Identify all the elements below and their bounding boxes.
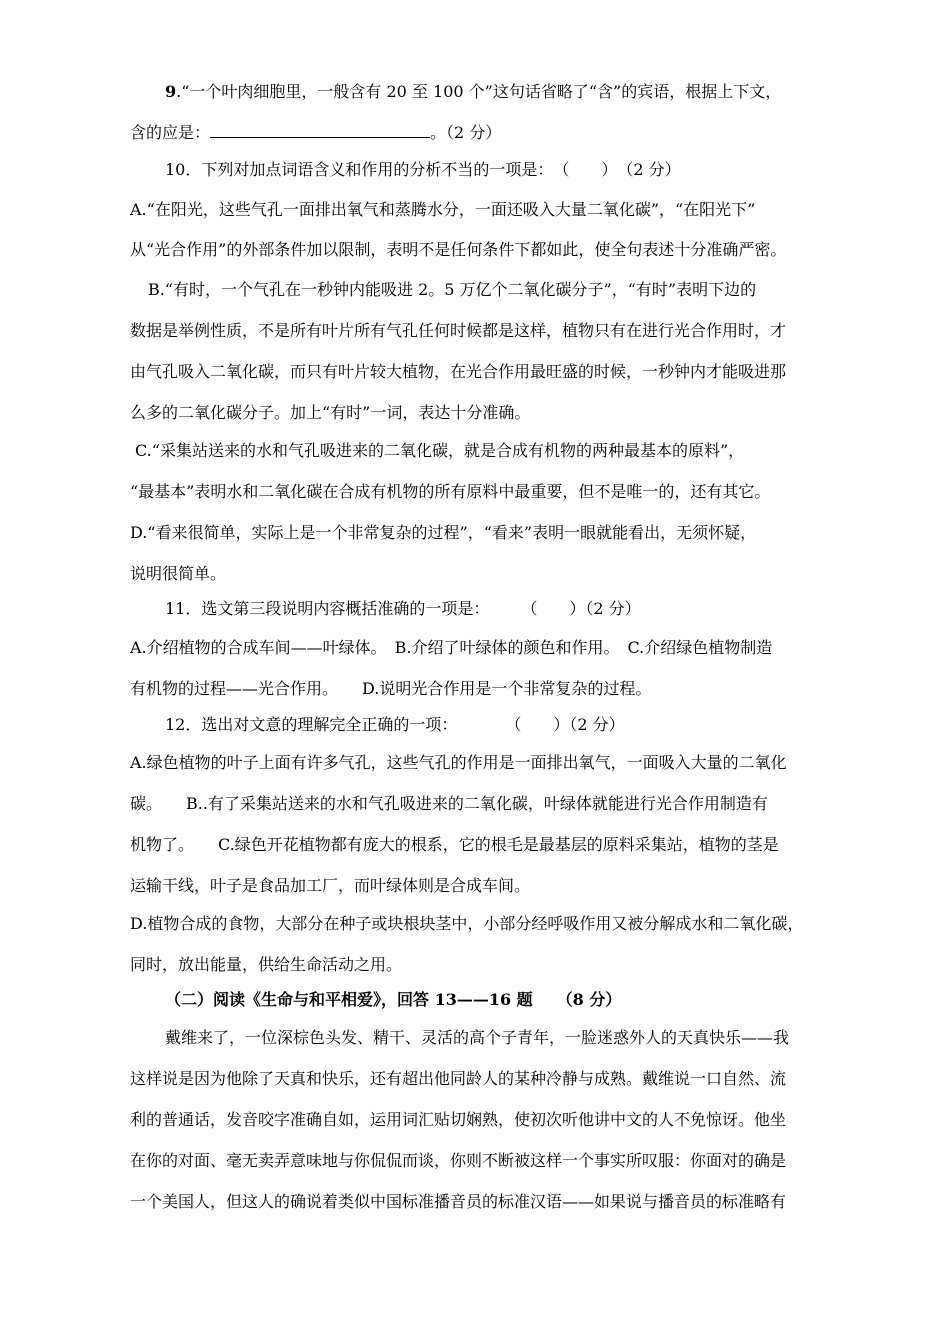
q10-option-c-line-2: “最基本”表明水和二氧化碳在合成有机物的所有原料中最重要，但不是唯一的，还有其它。 [130,482,771,501]
q9-text: .“一个叶肉细胞里，一般含有 20 至 100 个”这句话省略了“含”的宾语，根据上下文， [176,82,782,101]
q12-options-line-6: 同时，放出能量，供给生命活动之用。 [130,955,403,974]
q11-options-line-1: A.介绍植物的合成车间——叶绿体。 B.介绍了叶绿体的颜色和作用。 C.介绍绿色植物制造 [130,638,773,657]
q10-stem: 10．下列对加点词语含义和作用的分析不当的一项是： （ ） （2 分） [165,160,681,179]
passage-line-5: 一个美国人，但这人的确说着类似中国标准播音员的标准汉语——如果说与播音员的标准略有 [130,1192,787,1211]
q12-options-line-3: 机物了。 C.绿色开花植物都有庞大的根系，它的根毛是最基层的原料采集站，植物的茎是 [130,835,779,854]
q12-options-line-2: 碳。 B..有了采集站送来的水和气孔吸进来的二氧化碳，叶绿体就能进行光合作用制造有 [130,794,768,813]
q12-options-line-4: 运输干线，叶子是食品加工厂，而叶绿体则是合成车间。 [130,876,531,895]
q10-option-b-line-2: 数据是举例性质，不是所有叶片所有气孔任何时候都是这样，植物只有在进行光合作用时，才 [130,321,787,340]
q9-line-1 [165,84,781,100]
q12-stem: 12．选出对文意的理解完全正确的一项： （ ）（2 分） [165,715,625,734]
q11-stem: 11．选文第三段说明内容概括准确的一项是： （ ）（2 分） [165,599,641,618]
q9-answer-prefix: 含的应是： [130,123,211,142]
q9-line-2 [130,125,501,141]
passage-line-1: 戴维来了，一位深棕色头发、精干、灵活的高个子青年，一脸迷惑外人的天真快乐——我 [165,1028,790,1047]
q9-number: 9 [165,82,177,101]
q10-option-a-line-2: 从“光合作用”的外部条件加以限制，表明不是任何条件下都如此，使全句表述十分准确严密。 [130,240,787,259]
q10-option-b-line-1: B.“有时，一个气孔在一秒钟内能吸进 2。5 万亿个二氧化碳分子”，“有时”表明下边的 [148,280,757,299]
q10-option-a-line-1: A.“在阳光，这些气孔一面排出氧气和蒸腾水分，一面还吸入大量二氧化碳”，“在阳光下” [130,200,756,219]
q10-option-c-line-1: C.“采集站送来的水和气孔吸进来的二氧化碳，就是合成有机物的两种最基本的原料”， [135,441,745,460]
q10-option-b-line-4: 么多的二氧化碳分子。加上“有时”一词，表达十分准确。 [130,403,531,422]
q10-option-d-line-2: 说明很简单。 [130,564,227,583]
q10-option-d-line-1: D.“看来很简单，实际上是一个非常复杂的过程”，“看来”表明一眼就能看出，无须怀疑， [130,523,757,542]
q9-answer-blank[interactable] [210,125,430,138]
q11-options-line-2: 有机物的过程——光合作用。 D.说明光合作用是一个非常复杂的过程。 [130,679,652,698]
section-2-heading: （二）阅读《生命与和平相爱》，回答 13——16 题 （8 分） [165,990,622,1009]
passage-line-4: 在你的对面、毫无卖弄意味地与你侃侃而谈，你则不断被这样一个事实所叹服：你面对的确是 [130,1151,787,1170]
q9-score: 。（2 分） [430,123,502,142]
passage-line-3: 利的普通话，发音咬字准确自如，运用词汇贴切娴熟，使初次听他讲中文的人不免惊讶。他坐 [130,1110,787,1129]
q12-options-line-5: D.植物合成的食物，大部分在种子或块根块茎中，小部分经呼吸作用又被分解成水和二氧化碳， [130,914,804,933]
passage-line-2: 这样说是因为他除了天真和快乐，还有超出他同龄人的某种冷静与成熟。戴维说一口自然、流 [130,1069,787,1088]
q10-option-b-line-3: 由气孔吸入二氧化碳，而只有叶片较大植物，在光合作用最旺盛的时候，一秒钟内才能吸进那 [130,362,787,381]
q12-options-line-1: A.绿色植物的叶子上面有许多气孔，这些气孔的作用是一面排出氧气，一面吸入大量的二氧化 [130,753,787,772]
